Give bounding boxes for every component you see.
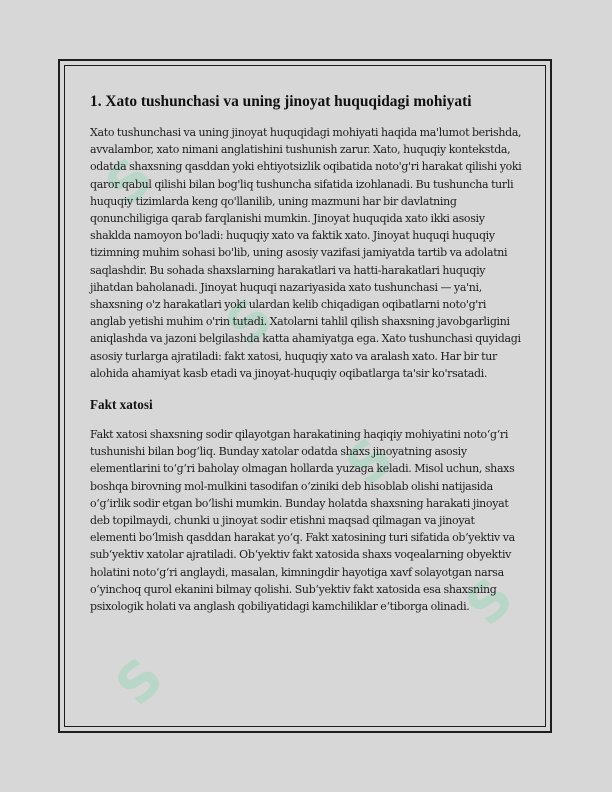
fact-error-paragraph: Fakt xatosi shaxsning sodir qilayotgan harakatining haqiqiy mohiyatini noto‘g‘ri tushunishi bilan bog‘liq. Bunday xatolar odatda shaxs jinoyatning asosiy elementlarini to‘g‘ri baholay olmagan hollarda yuzaga keladi. Misol uchun, shaxs boshqa birovning mol-mulkini tasodifan o‘ziniki deb hisoblab olishi natijasida o‘g‘irlik sodir etgan bo‘lishi mumkin. Bunday holatda shaxsning harakati jinoyat deb topilmaydi, chunki u jinoyat sodir etishni maqsad qilmagan va jinoyat elementi bo‘lmish qasddan harakat yo‘q. Fakt xatosining turi sifatida ob‘yektiv va sub‘yektiv xatolar ajratiladi. Ob‘yektiv fakt xatosida shaxs voqealarning obyektiv holatini noto‘g‘ri anglaydi, masalan, kimningdir hayotiga xavf solayotgan narsa o‘yinchoq qurol ekanini bilmay qolishi. Sub‘yektiv fakt xatosida esa shaxsning psixologik holati va anglash qobiliyatidagi kamchiliklar e‘tiborga olinadi. bbox=[90, 428, 515, 614]
watermark-mark-3: S bbox=[333, 425, 406, 498]
section-heading: 1. Xato tushunchasi va uning jinoyat huquqidagi mohiyati bbox=[90, 93, 472, 110]
watermark-mark-5: S bbox=[103, 645, 176, 718]
subsection-heading: Fakt xatosi bbox=[90, 397, 153, 413]
watermark-mark-1: S bbox=[93, 145, 166, 218]
watermark-mark-4: S bbox=[453, 565, 526, 638]
document-body bbox=[90, 92, 522, 615]
intro-paragraph: Xato tushunchasi va uning jinoyat huquqidagi mohiyati haqida ma'lumot berishda, avvalambor, xato nimani anglatishini tushunish zarur. Xato, huquqiy kontekstda, odatda shaxsning qasddan yoki ehtiyotsizlik oqibatida noto'g'ri harakat qilishi yoki qaror qabul qilishi bilan bog'liq tushuncha sifatida izohlanadi. Bu tushuncha turli huquqiy tizimlarda keng qo'llanilib, uning mazmuni har bir davlatning qonunchiligiga qarab farqlanishi mumkin. Jinoyat huquqida xato ikki asosiy shaklda namoyon bo'ladi: huquqiy xato va faktik xato. Jinoyat huquqi huquqiy tizimning muhim sohasi bo'lib, uning asosiy vazifasi jamiyatda tartib va adolatni saqlashdir. Bu sohada shaxslarning harakatlari va hatti-harakatlari huquqiy jihatdan baholanadi. Jinoyat huquqi nazariyasida xato tushunchasi — ya'ni, shaxsning o'z harakatlari yoki ulardan kelib chiqadigan oqibatlarni noto'g'ri anglab yetishi muhim o'rin tutadi. Xatolarni tahlil qilish shaxsning javobgarligini aniqlashda va jazoni belgilashda katta ahamiyatga ega. Xato tushunchasi quyidagi asosiy turlarga ajratiladi: fakt xatosi, huquqiy xato va aralash xato. Har bir tur alohida ahamiyat kasb etadi va jinoyat-huquqiy oqibatlarga ta'sir ko'rsatadi. bbox=[90, 126, 522, 380]
watermark-mark-2: S bbox=[213, 285, 286, 358]
